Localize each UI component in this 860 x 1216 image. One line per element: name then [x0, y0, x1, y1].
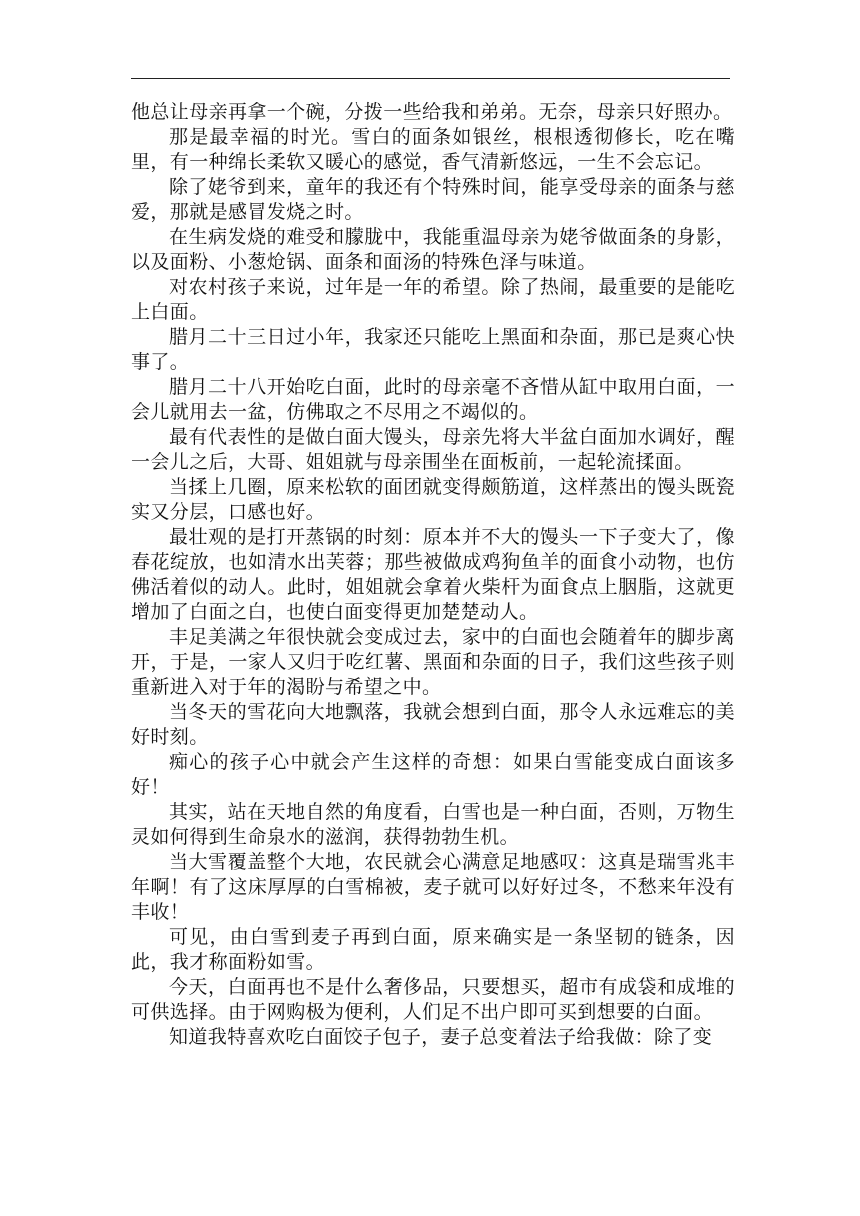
paragraph: 知道我特喜欢吃白面饺子包子，妻子总变着法子给我做：除了变 [169, 1026, 713, 1048]
header-rule [131, 78, 730, 79]
paragraph: 在生病发烧的难受和朦胧中，我能重温母亲为姥爷做面条的身影，以及面粉、小葱炝锅、面条和面汤的特殊色泽与味道。 [131, 226, 735, 273]
paragraph: 最有代表性的是做白面大馒头，母亲先将大半盆白面加水调好，醒一会儿之后，大哥、姐姐就与母亲围坐在面板前，一起轮流揉面。 [131, 426, 735, 473]
paragraph: 今天，白面再也不是什么奢侈品，只要想买，超市有成袋和成堆的可供选择。由于网购极为便利，人们足不出户即可买到想要的白面。 [131, 976, 735, 1023]
paragraph: 他总让母亲再拿一个碗，分拨一些给我和弟弟。无奈，母亲只好照办。 [131, 101, 733, 123]
paragraph: 其实，站在天地自然的角度看，白雪也是一种白面，否则，万物生灵如何得到生命泉水的滋润，获得勃勃生机。 [131, 801, 735, 848]
paragraph: 当大雪覆盖整个大地，农民就会心满意足地感叹：这真是瑞雪兆丰年啊！有了这床厚厚的白雪棉被，麦子就可以好好过冬，不愁来年没有丰收！ [131, 851, 735, 923]
paragraph: 痴心的孩子心中就会产生这样的奇想：如果白雪能变成白面该多好！ [131, 751, 735, 798]
paragraph: 可见，由白雪到麦子再到白面，原来确实是一条坚韧的链条，因此，我才称面粉如雪。 [131, 926, 735, 973]
paragraph: 当冬天的雪花向大地飘落，我就会想到白面，那令人永远难忘的美好时刻。 [131, 701, 735, 748]
body-text [131, 100, 735, 1050]
paragraph: 那是最幸福的时光。雪白的面条如银丝，根根透彻修长，吃在嘴里，有一种绵长柔软又暖心的感觉，香气清新悠远，一生不会忘记。 [131, 126, 735, 173]
paragraph: 对农村孩子来说，过年是一年的希望。除了热闹，最重要的是能吃上白面。 [131, 276, 735, 323]
paragraph: 除了姥爷到来，童年的我还有个特殊时间，能享受母亲的面条与慈爱，那就是感冒发烧之时。 [131, 176, 735, 223]
paragraph: 最壮观的是打开蒸锅的时刻：原本并不大的馒头一下子变大了，像春花绽放，也如清水出芙蓉；那些被做成鸡狗鱼羊的面食小动物，也仿佛活着似的动人。此时，姐姐就会拿着火柴杆为面食点上胭脂，这就更增加了白面之白，也使白面变得更加楚楚动人。 [131, 526, 735, 623]
paragraph: 腊月二十八开始吃白面，此时的母亲毫不吝惜从缸中取用白面，一会儿就用去一盆，仿佛取之不尽用之不竭似的。 [131, 376, 735, 423]
paragraph: 当揉上几圈，原来松软的面团就变得颇筋道，这样蒸出的馒头既瓷实又分层，口感也好。 [131, 476, 735, 523]
paragraph: 丰足美满之年很快就会变成过去，家中的白面也会随着年的脚步离开，于是，一家人又归于吃红薯、黑面和杂面的日子，我们这些孩子则重新进入对于年的渴盼与希望之中。 [131, 626, 735, 698]
paragraph: 腊月二十三日过小年，我家还只能吃上黑面和杂面，那已是爽心快事了。 [131, 326, 735, 373]
